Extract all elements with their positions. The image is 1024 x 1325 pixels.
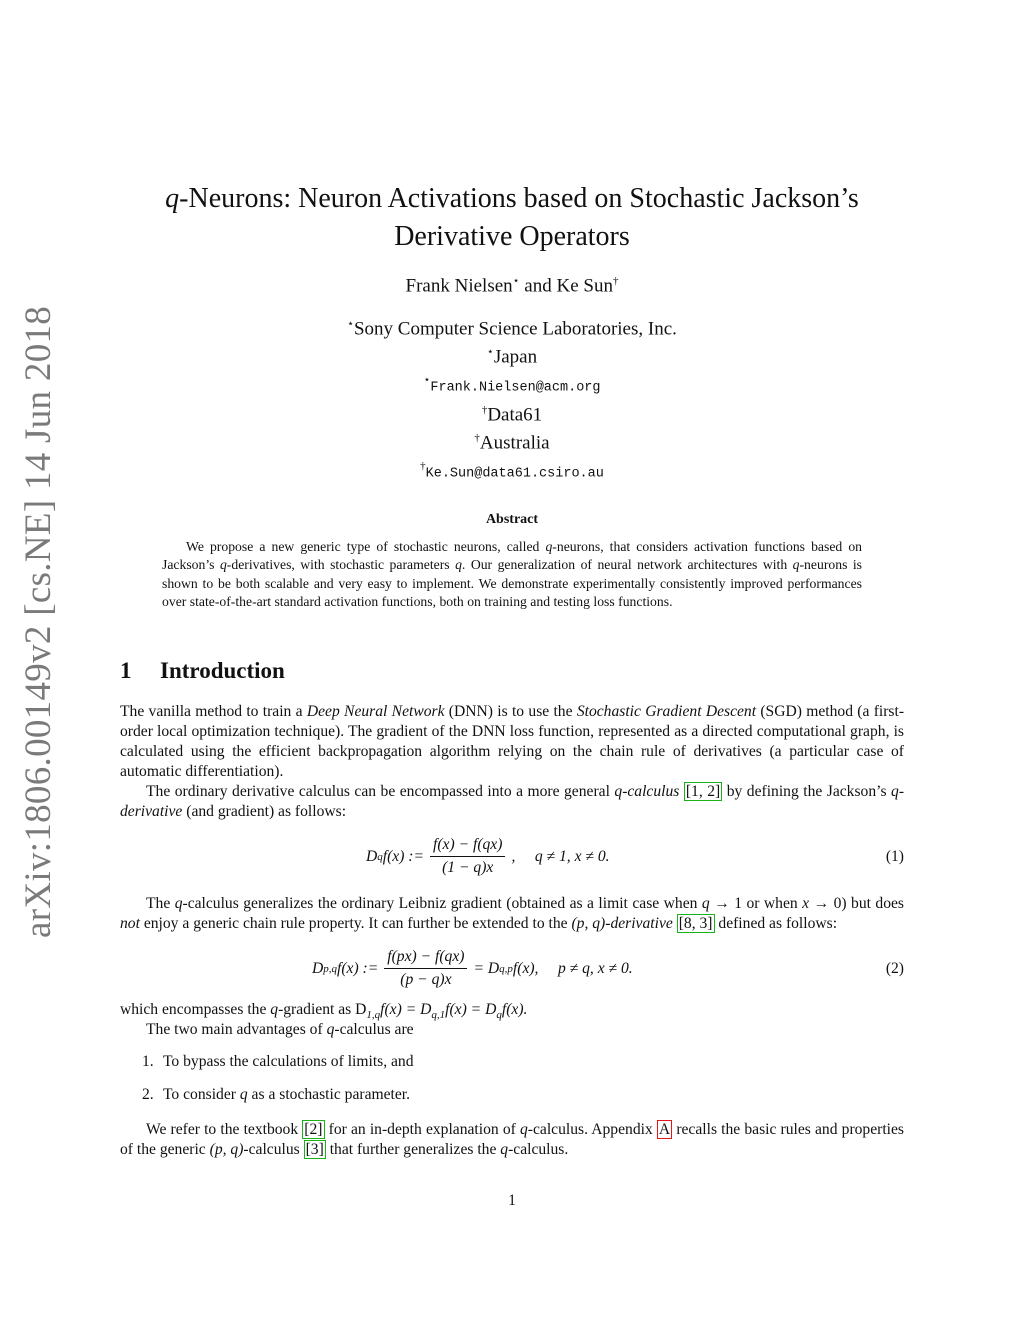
math-subscript: q,1 bbox=[431, 1009, 446, 1022]
equation-2 bbox=[120, 948, 904, 992]
citation-link[interactable]: [8, 3] bbox=[678, 915, 713, 932]
para-text: -calculus are bbox=[334, 1021, 414, 1038]
math-q: q bbox=[519, 1121, 528, 1138]
equation-2-label: (2) bbox=[885, 960, 904, 977]
abstract-q: q bbox=[455, 557, 462, 573]
list-text: To consider bbox=[163, 1086, 240, 1103]
list-item bbox=[142, 1086, 410, 1104]
citation-number: 2 bbox=[707, 783, 716, 800]
abstract-heading: Abstract bbox=[485, 512, 539, 527]
equation-2-body bbox=[312, 948, 633, 989]
page-number: 1 bbox=[508, 1192, 516, 1209]
citation-link[interactable]: [3] bbox=[305, 1141, 324, 1158]
math-q: q bbox=[701, 895, 710, 912]
eq-subscript: q bbox=[377, 850, 383, 863]
equation-1-body bbox=[366, 836, 610, 877]
intro-paragraph-1 bbox=[120, 702, 904, 782]
eq-condition: , q ≠ 1, x ≠ 0. bbox=[511, 847, 610, 865]
eq-symbol: D bbox=[312, 959, 324, 977]
paper-title bbox=[120, 180, 904, 256]
math-expr: f(x) = D bbox=[445, 1001, 497, 1018]
affil-japan bbox=[120, 341, 904, 369]
eq-subscript: q,p bbox=[499, 962, 513, 975]
affil-dagger-3: † bbox=[420, 460, 426, 473]
title-line-1 bbox=[120, 180, 904, 218]
citation-number: 3 bbox=[310, 1141, 319, 1158]
citation-link[interactable]: [2] bbox=[304, 1121, 323, 1138]
abstract-text: -derivatives, with stochastic parameters bbox=[226, 557, 456, 573]
term-sgd: Stochastic Gradient Descent bbox=[576, 703, 757, 720]
section-heading-introduction bbox=[120, 658, 285, 684]
equation-1-label: (1) bbox=[885, 848, 904, 865]
eq-denominator: (p − q)x bbox=[400, 971, 452, 988]
author-and: and bbox=[519, 275, 557, 297]
intro-paragraph-5 bbox=[120, 1020, 904, 1040]
affil-sony bbox=[120, 313, 904, 341]
para-text: The two main advantages of bbox=[146, 1021, 327, 1038]
term-pq-derivative: (p, q)-derivative bbox=[571, 915, 673, 932]
math-expr: f(x). bbox=[501, 1001, 528, 1018]
term-q-calculus: q-calculus bbox=[614, 783, 680, 800]
para-text: which encompasses the bbox=[120, 1001, 271, 1018]
para-text: for an in-depth explanation of bbox=[324, 1121, 520, 1138]
abstract-q: q bbox=[219, 557, 227, 573]
math-subscript: q bbox=[496, 1009, 502, 1022]
citation-separator: , bbox=[698, 783, 708, 800]
abstract-body bbox=[162, 538, 862, 611]
eq-lhs: f(x) := bbox=[382, 847, 425, 865]
affil-data61-text: Data61 bbox=[487, 404, 543, 426]
para-text: The bbox=[146, 895, 175, 912]
citation-number: 8 bbox=[683, 915, 692, 932]
math-q: q bbox=[500, 1141, 509, 1158]
para-text: The ordinary derivative calculus can be encompassed into a more general bbox=[146, 783, 615, 800]
emph-not: not bbox=[120, 915, 140, 932]
author-sun: Ke Sun bbox=[556, 275, 613, 297]
abstract-text: . Our generalization of neural network architectures with bbox=[461, 557, 793, 573]
para-text: We refer to the textbook bbox=[146, 1121, 303, 1138]
math-pq: (p, q) bbox=[209, 1141, 244, 1158]
citation-separator: , bbox=[691, 915, 700, 932]
para-text: enjoy a generic chain rule property. It can further be extended to the bbox=[139, 915, 572, 932]
para-text: -calculus. Appendix bbox=[527, 1121, 657, 1138]
intro-paragraph-6 bbox=[120, 1120, 904, 1160]
affil-australia bbox=[120, 427, 904, 455]
section-title: Introduction bbox=[160, 658, 285, 683]
eq-condition: f(x), p ≠ q, x ≠ 0. bbox=[512, 959, 633, 977]
list-item bbox=[142, 1053, 414, 1071]
affil-email-2 bbox=[120, 455, 904, 486]
para-text: recalls the basic rules and properties of the generic bbox=[120, 1121, 905, 1158]
abstract-text: -neurons, that considers activation functions based on Jackson’s bbox=[162, 539, 863, 573]
eq-lhs: f(x) := bbox=[337, 959, 379, 977]
affil-japan-text: Japan bbox=[493, 346, 538, 368]
title-line-1-text: -Neurons: Neuron Activations based on Stochastic Jackson’s bbox=[179, 183, 859, 214]
abstract-text: We propose a new generic type of stochastic neurons, called bbox=[186, 539, 546, 554]
author-nielsen: Frank Nielsen bbox=[405, 275, 513, 297]
para-text: by defining the Jackson’s bbox=[722, 783, 892, 800]
title-q: q bbox=[165, 183, 180, 214]
list-text: as a stochastic parameter. bbox=[247, 1086, 411, 1103]
para-text: (SGD) method (a first-order local optimization technique). The gradient of the DNN loss function, represented as a directed computational graph, is calculated using the efficient backpropagation algorithm relying on the chain rule of derivatives (a particular case of automatic differentiation). bbox=[120, 703, 905, 780]
math-q: q bbox=[270, 1001, 279, 1018]
para-text: -calculus. bbox=[508, 1141, 569, 1158]
math-q: q bbox=[174, 895, 183, 912]
term-dnn: Deep Neural Network bbox=[306, 703, 445, 720]
para-text: → 1 or when bbox=[709, 895, 803, 912]
citation-number: 3 bbox=[699, 915, 708, 932]
email-sun[interactable]: Ke.Sun@data61.csiro.au bbox=[425, 466, 604, 482]
author-list bbox=[120, 274, 904, 297]
term-q-derivative: q-derivative bbox=[120, 783, 905, 820]
appendix-link[interactable]: A bbox=[658, 1121, 671, 1138]
citation-number: 1 bbox=[691, 783, 699, 800]
affil-sony-text: Sony Computer Science Laboratories, Inc. bbox=[353, 318, 677, 340]
citation-number: 2 bbox=[309, 1121, 318, 1138]
citation-link[interactable]: [1, 2] bbox=[685, 783, 721, 800]
para-text: -calculus bbox=[243, 1141, 304, 1158]
title-line-2: Derivative Operators bbox=[394, 221, 630, 252]
equation-1 bbox=[120, 836, 904, 880]
para-text: that further generalizes the bbox=[325, 1141, 501, 1158]
math-expr: f(x) = D bbox=[380, 1001, 432, 1018]
abstract-q: q bbox=[792, 557, 800, 573]
section-number: 1 bbox=[120, 658, 132, 683]
affiliations bbox=[120, 313, 904, 486]
eq-rhs: = D bbox=[473, 959, 500, 977]
author-mark-dagger: † bbox=[612, 275, 619, 287]
para-text: -calculus generalizes the ordinary Leibniz gradient (obtained as a limit case when bbox=[182, 895, 702, 912]
math-q: q bbox=[239, 1086, 248, 1103]
eq-fraction bbox=[384, 948, 467, 989]
list-marker: 2. bbox=[142, 1086, 154, 1103]
eq-numerator: f(x) − f(qx) bbox=[430, 836, 505, 857]
arxiv-stamp: arXiv:1806.00149v2 [cs.NE] 14 Jun 2018 bbox=[18, 305, 59, 938]
eq-denominator: (1 − q)x bbox=[442, 859, 494, 876]
abstract-text: -neurons is shown to be both scalable and very easy to implement. We demonstrate experimentally consistently improved performances over state-of-the-art standard activation functions, both on training and testing loss functions. bbox=[162, 557, 862, 609]
list-marker: 1. bbox=[142, 1053, 154, 1070]
affil-dagger-2: † bbox=[474, 432, 480, 445]
affil-dagger-1: † bbox=[481, 404, 488, 417]
math-x: x bbox=[802, 895, 810, 912]
eq-subscript: p,q bbox=[323, 962, 338, 975]
eq-fraction bbox=[430, 836, 505, 877]
affil-star-3: ⋆ bbox=[423, 373, 431, 386]
para-text: (and gradient) as follows: bbox=[182, 803, 347, 820]
affil-email-1 bbox=[120, 369, 904, 400]
eq-numerator: f(px) − f(qx) bbox=[384, 948, 467, 969]
para-text: → 0) but does bbox=[809, 895, 904, 912]
affil-star-1: ⋆ bbox=[347, 318, 354, 330]
para-text: (DNN) is to use the bbox=[444, 703, 577, 720]
math-subscript: 1,q bbox=[366, 1009, 381, 1022]
para-text: -gradient as D bbox=[278, 1001, 367, 1018]
list-text: To bypass the calculations of limits, and bbox=[163, 1053, 414, 1070]
intro-paragraph-2 bbox=[120, 782, 904, 822]
affil-australia-text: Australia bbox=[479, 432, 550, 454]
affil-star-2: ⋆ bbox=[486, 345, 494, 358]
eq-symbol: D bbox=[366, 847, 378, 865]
author-mark-star: ⋆ bbox=[512, 275, 520, 287]
email-nielsen[interactable]: Frank.Nielsen@acm.org bbox=[430, 379, 601, 395]
affil-data61 bbox=[120, 399, 904, 427]
math-q: q bbox=[326, 1021, 335, 1038]
abstract-q: q bbox=[545, 539, 553, 554]
para-text: defined as follows: bbox=[714, 915, 838, 932]
para-text: The vanilla method to train a bbox=[120, 703, 307, 720]
intro-paragraph-3 bbox=[120, 894, 904, 934]
